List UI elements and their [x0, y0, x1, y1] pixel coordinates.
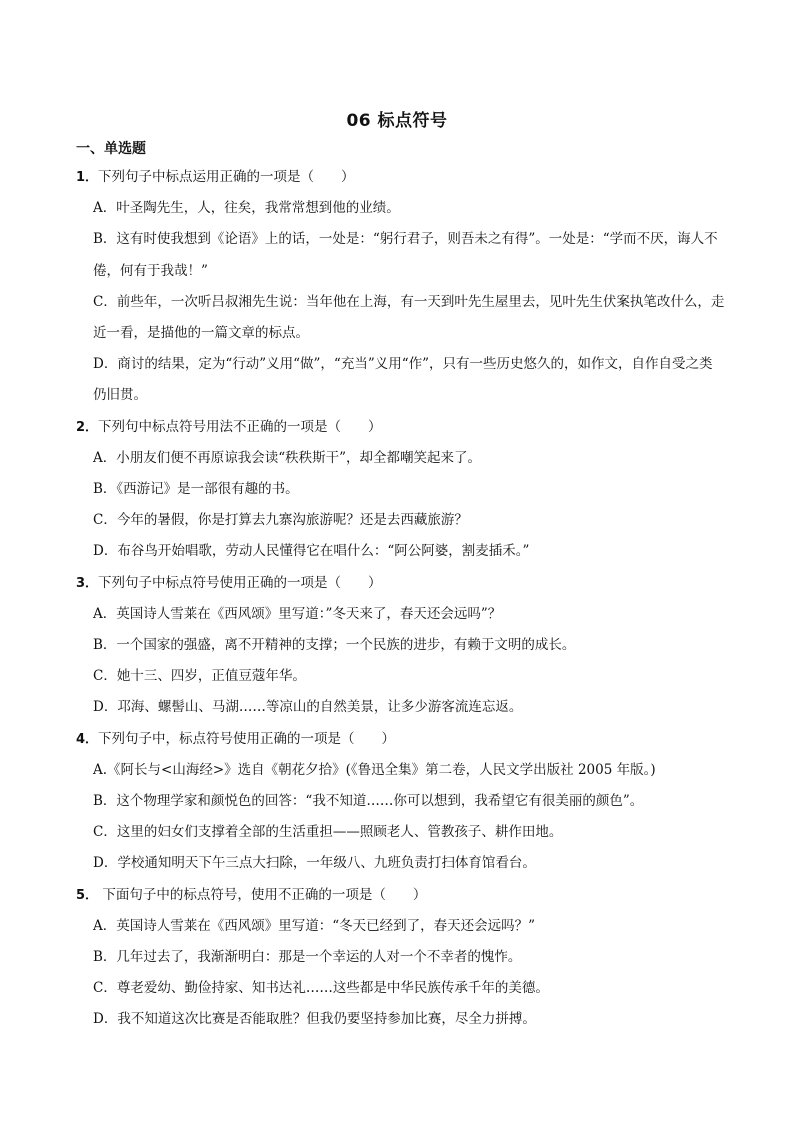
question-number: 2．: [76, 419, 99, 435]
question-text: 下列句子中标点运用正确的一项是（ ）: [98, 169, 355, 185]
question-number: 5．: [76, 887, 99, 903]
option-c: C．她十三、四岁，正值豆蔻年华。: [93, 668, 306, 685]
option-b: B．这有时使我想到《论语》上的话，一处是：“躬行君子，则吾未之有得”。一处是：“学而不厌，诲人不倦，何有于我哉！”: [93, 231, 718, 279]
option-a: A．英国诗人雪莱在《西风颂》里写道：“冬天已经到了，春天还会远吗？”: [93, 917, 536, 934]
option-c: C．前些年，一次听吕叔湘先生说：当年他在上海，有一天到叶先生屋里去，见叶先生伏案执笔改什么，走近一看，是描他的一篇文章的标点。: [93, 293, 725, 342]
option-a: A．叶圣陶先生，人，往矣，我常常想到他的业绩。: [93, 200, 400, 217]
question-5: [76, 880, 726, 1036]
option-d: D．邛海、螺髻山、马湖……等凉山的自然美景，让多少游客流连忘返。: [93, 699, 523, 716]
option-c: C．这里的妇女们支撑着全部的生活重担——照顾老人、管教孩子、耕作田地。: [93, 824, 563, 841]
question-stem: [76, 568, 726, 599]
question-number: 4．: [76, 731, 99, 747]
question-4: [76, 724, 726, 880]
option-b: B．几年过去了，我渐渐明白：那是一个幸运的人对一个不幸者的愧怍。: [93, 949, 522, 966]
question-3: [76, 568, 726, 724]
question-stem: [76, 880, 726, 911]
option-a: A．小朋友们便不再原谅我会读“秩秩斯干”，却全都嘲笑起来了。: [93, 449, 482, 466]
option-d: D．布谷鸟开始唱歌，劳动人民懂得它在唱什么：“阿公阿婆，割麦插禾。”: [93, 543, 530, 560]
question-stem: [76, 724, 726, 755]
question-stem: [76, 412, 726, 443]
option-d: D．我不知道这次比赛是否能取胜？但我仍要坚持参加比赛，尽全力拼搏。: [93, 1011, 536, 1028]
option-b: B．《西游记》是一部很有趣的书。: [93, 481, 299, 498]
section-heading: 一、单选题: [76, 141, 146, 157]
option-d: D．商讨的结果，定为“行动”义用“做”，“充当”义用“作”，只有一些历史悠久的，如作文，自作自受之类仍旧贯。: [93, 356, 713, 404]
question-number: 1．: [76, 170, 99, 185]
question-2: [76, 412, 726, 568]
option-a: A.《阿长与<山海经>》选自《朝花夕拾》(《鲁迅全集》第二卷，人民文学出版社 2005 年版。): [93, 761, 656, 778]
option-d: D．学校通知明天下午三点大扫除，一年级八、九班负责打扫体育馆看台。: [93, 855, 536, 872]
question-1: [76, 162, 726, 412]
option-b: B．一个国家的强盛，离不开精神的支撑；一个民族的进步，有赖于文明的成长。: [93, 637, 576, 654]
option-b: B．这个物理学家和颜悦色的回答：“我不知道……你可以想到，我希望它有很美丽的颜色”。: [93, 793, 644, 810]
question-text: 下列句中标点符号用法不正确的一项是（ ）: [98, 418, 382, 435]
question-text: 下列句子中，标点符号使用正确的一项是（ ）: [98, 730, 396, 747]
question-text: 下面句子中的标点符号，使用不正确的一项是（ ）: [98, 886, 427, 903]
question-list: [76, 162, 726, 1036]
option-c: C．今年的暑假，你是打算去九寨沟旅游呢？还是去西藏旅游？: [93, 512, 468, 529]
page-title: 06 标点符号: [346, 111, 448, 131]
option-a: A．英国诗人雪莱在《西风颂》里写道：”冬天来了，春天还会远吗”？: [93, 605, 502, 622]
question-number: 3．: [76, 575, 99, 591]
question-text: 下列句子中标点符号使用正确的一项是（ ）: [98, 574, 382, 591]
option-c: C．尊老爱幼、勤俭持家、知书达礼……这些都是中华民族传承千年的美德。: [93, 980, 549, 997]
question-stem: [76, 162, 726, 193]
